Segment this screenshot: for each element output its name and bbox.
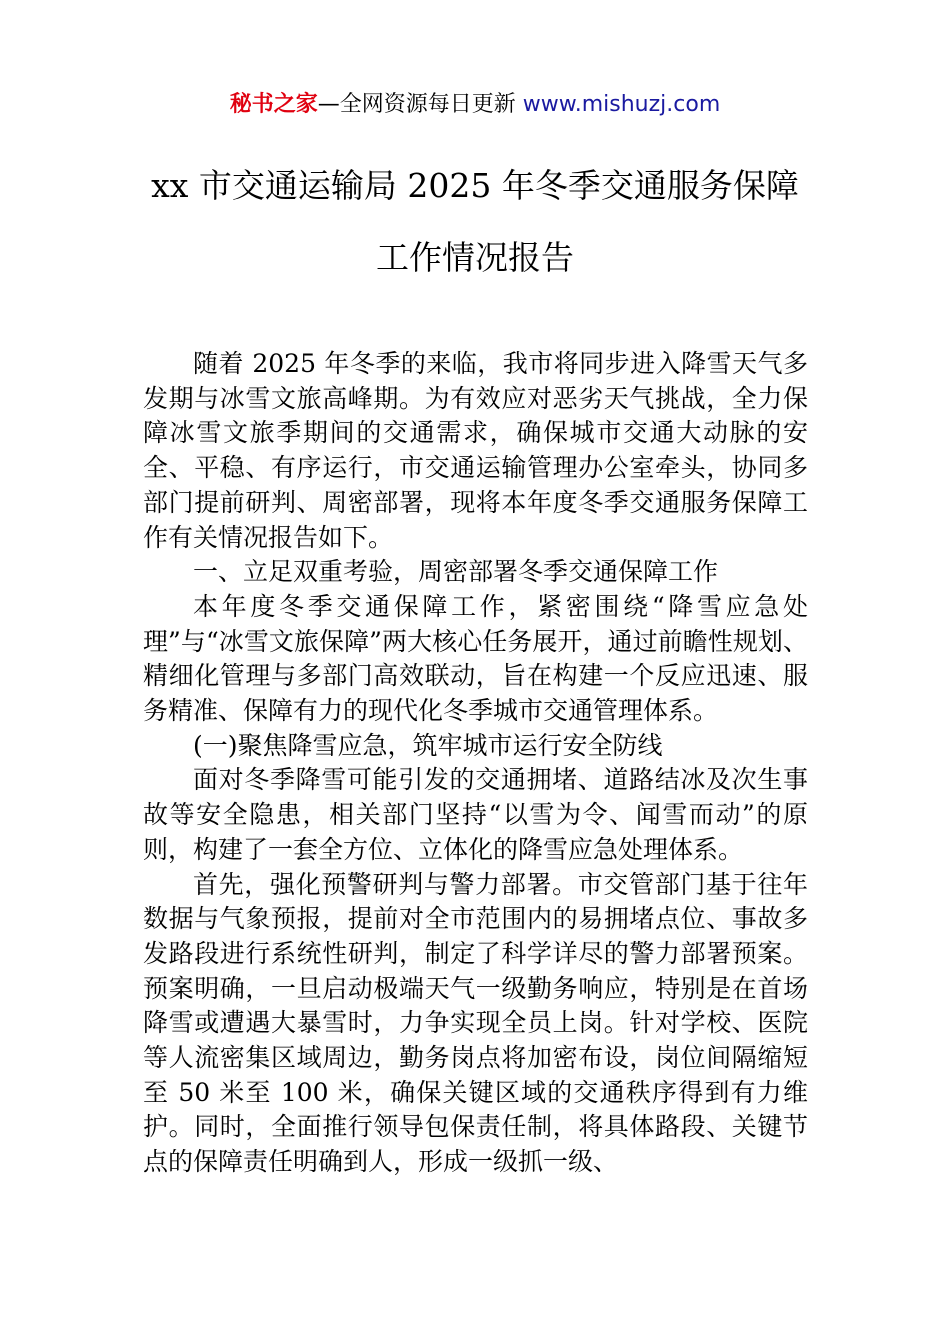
site-header bbox=[0, 88, 950, 122]
document-title bbox=[100, 160, 850, 284]
site-slogan: —全网资源每日更新 bbox=[317, 92, 523, 117]
site-brand: 秘书之家 bbox=[229, 92, 318, 117]
section-heading-1: 一、立足双重考验，周密部署冬季交通保障工作 bbox=[193, 557, 719, 587]
intro-paragraph: 随着 2025 年冬季的来临，我市将同步进入降雪天气多发期与冰雪文旅高峰期。为有效应对恶劣天气挑战，全力保障冰雪文旅季期间的交通需求，确保城市交通大动脉的安全、平稳、有序运行，市交通运输管理办公室牵头，协同多部门提前研判、周密部署，现将本年度冬季交通服务保障工作有关情况报告如下。 bbox=[143, 349, 808, 552]
body-paragraph: 本年度冬季交通保障工作，紧密围绕“降雪应急处理”与“冰雪文旅保障”两大核心任务展开，通过前瞻性规划、精细化管理与多部门高效联动，旨在构建一个反应迅速、服务精准、保障有力的现代化冬季城市交通管理体系。 bbox=[143, 591, 808, 726]
subsection-heading-1: (一)聚焦降雪应急，筑牢城市运行安全防线 bbox=[193, 730, 663, 760]
document-title-line-2: 工作情况报告 bbox=[376, 238, 574, 277]
body-paragraph: 首先，强化预警研判与警力部署。市交管部门基于往年数据与气象预报，提前对全市范围内的易拥堵点位、事故多发路段进行系统性研判，制定了科学详尽的警力部署预案。预案明确，一旦启动极端天气一级勤务响应，特别是在首场降雪或遭遇大暴雪时，力争实现全员上岗。针对学校、医院等人流密集区域周边，勤务岗点将加密布设，岗位间隔缩短至 50 米至 100 米，确保关键区域的交通秩序得到有力维护。同时，全面推行领导包保责任制，将具体路段、关键节点的保障责任明确到人，形成一级抓一级、 bbox=[143, 869, 808, 1177]
document-body bbox=[143, 347, 808, 1180]
document-title-line-1: xx 市交通运输局 2025 年冬季交通服务保障 bbox=[151, 166, 799, 205]
body-paragraph: 面对冬季降雪可能引发的交通拥堵、道路结冰及次生事故等安全隐患，相关部门坚持“以雪为令、闻雪而动”的原则，构建了一套全方位、立体化的降雪应急处理体系。 bbox=[143, 765, 808, 864]
site-url-link[interactable]: www.mishuzj.com bbox=[522, 92, 721, 117]
